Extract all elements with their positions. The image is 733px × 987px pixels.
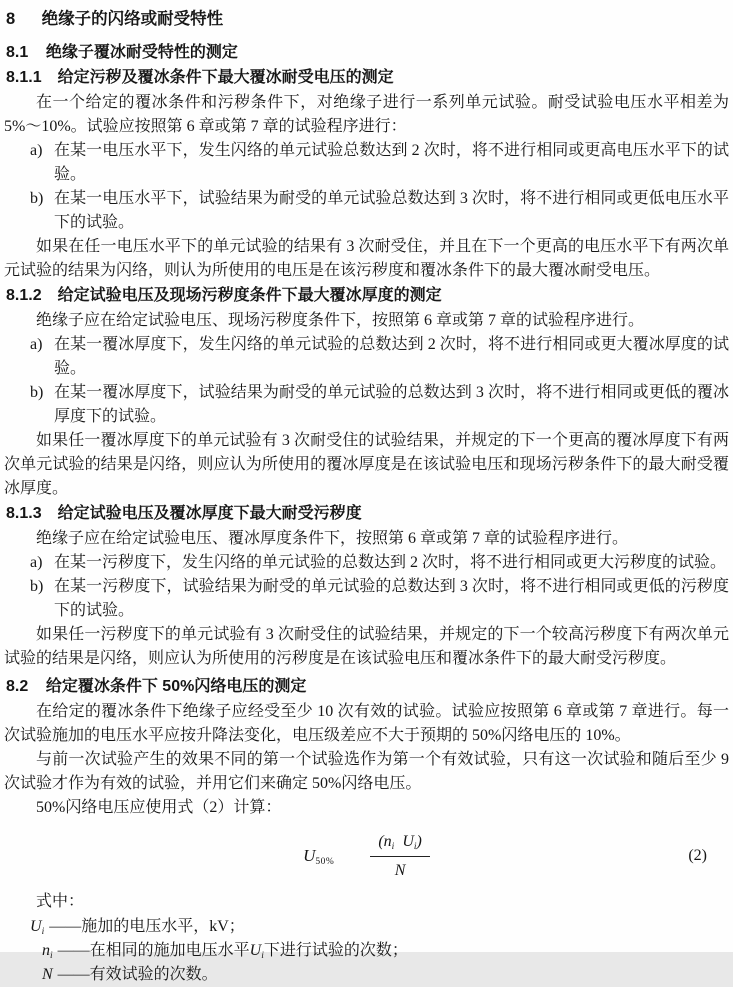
clause-8-1-2-intro: 绝缘子应在给定试验电压、现场污秽度条件下，按照第 6 章或第 7 章的试验程序进行。 [36,312,645,329]
section-8-2-paragraph-3: 50%闪络电压应使用式（2）计算： [36,799,282,816]
item-text: 在某一覆冰厚度下，试验结果为耐受的单元试验的总数达到 3 次时，将不进行相同或更低的覆冰厚度下的试验。 [54,384,729,425]
symbol-definition-ui [4,915,729,939]
numerator-close-paren: ) [416,832,422,850]
clause-8-1-1-heading [6,66,729,90]
chapter-title: 绝缘子的闪络或耐受特性 [41,10,224,28]
clause-8-1-2-heading [6,284,729,308]
symbol-subscript: i [41,927,45,937]
formula-lhs-symbol: U [303,846,316,865]
clause-8-1-1-item-a [4,139,729,187]
clause-8-1-2-item-a [4,333,729,381]
symbol-base: U [249,942,262,959]
numerator-subscript-i: i [413,841,417,852]
symbol-ni [42,942,53,959]
definition-text-post: 下进行试验的次数； [263,942,408,959]
clause-8-1-3-item-a [4,551,729,575]
equation-2 [4,829,729,883]
formula-fraction [370,830,430,883]
symbol-base: U [30,918,42,935]
clause-8-1-1-intro: 在一个给定的覆冰条件和污秽条件下，对绝缘子进行一系列单元试验。耐受试验电压水平相差为 5%～10%。试验应按照第 6 章或第 7 章的试验程序进行： [4,94,729,135]
section-title: 给定覆冰条件下 50%闪络电压的测定 [45,678,307,695]
symbol-n [42,966,53,983]
definition-text-pre: ——在相同的施加电压水平 [57,942,250,959]
chapter-number: 8 [6,10,16,28]
item-text: 在某一电压水平下，发生闪络的单元试验总数达到 2 次时，将不进行相同或更高电压水平下的试验。 [54,142,729,183]
clause-8-1-2-conclusion: 如果任一覆冰厚度下的单元试验有 3 次耐受住的试验结果，并规定的下一个更高的覆冰厚度下有两次单元试验的结果是闪络，则应认为所使用的覆冰厚度是在该试验电压和现场污秽条件下的最大耐受覆冰厚度。 [4,432,729,497]
clause-title: 给定试验电压及现场污秽度条件下最大覆冰厚度的测定 [57,287,442,304]
section-number: 8.1 [6,44,29,61]
clause-title: 给定试验电压及覆冰厚度下最大耐受污秽度 [57,505,362,522]
section-8-2-paragraph-2: 与前一次试验产生的效果不同的第一个试验选作为第一个有效试验，只有这一次试验和随后至少 9 次试验才作为有效的试验，并用它们来确定 50%闪络电压。 [4,751,729,792]
item-label-a: a) [30,554,43,571]
numerator-term-u: U [394,832,414,850]
item-text: 在某一污秽度下，发生闪络的单元试验的总数达到 2 次时，将不进行相同或更大污秽度的试验。 [54,554,727,571]
symbol-subscript: i [261,951,264,961]
section-8-1-heading [6,41,729,65]
clause-8-1-3-intro: 绝缘子应在给定试验电压、覆冰厚度条件下，按照第 6 章或第 7 章的试验程序进行。 [36,530,629,547]
definition-text: ——有效试验的次数。 [57,966,218,983]
formula-lhs-subscript: 50% [315,857,335,867]
clause-8-1-3-item-b [4,575,729,623]
formula-denominator: N [394,861,406,879]
clause-8-1-3-heading [6,502,729,526]
formula-numerator [370,830,430,857]
clause-title: 给定污秽及覆冰条件下最大覆冰耐受电压的测定 [57,69,394,86]
item-label-a: a) [30,336,43,353]
section-number: 8.2 [6,678,29,695]
section-8-2-heading [6,675,729,699]
definition-text: ——施加的电压水平，kV； [49,918,245,935]
clause-8-1-3-conclusion: 如果任一污秽度下的单元试验有 3 次耐受住的试验结果，并规定的下一个较高污秽度下有两次单元试验的结果是闪络，则应认为所使用的污秽度是在该试验电压和覆冰条件下的最大耐受污秽度。 [4,626,729,667]
item-label-b: b) [30,190,44,207]
symbol-base: N [42,966,53,983]
clause-number: 8.1.3 [6,505,42,522]
item-label-b: b) [30,578,44,595]
formula-lhs [303,844,334,868]
item-text: 在某一覆冰厚度下，发生闪络的单元试验的总数达到 2 次时，将不进行相同或更大覆冰厚度的试验。 [54,336,729,377]
item-label-a: a) [30,142,43,159]
item-text: 在某一污秽度下，试验结果为耐受的单元试验的总数达到 3 次时，将不进行相同或更低的污秽度下的试验。 [54,578,729,619]
clause-8-1-1-item-b [4,187,729,235]
item-label-b: b) [30,384,44,401]
numerator-subscript-i: i [391,841,395,852]
symbol-ui [30,918,44,935]
clause-8-1-1-conclusion: 如果在任一电压水平下的单元试验的结果有 3 次耐受住，并且在下一个更高的电压水平下有两次单元试验的结果为闪络，则认为所使用的电压是在该污秽度和覆冰条件下的最大覆冰耐受电压。 [4,238,729,279]
section-8-2-paragraph-1: 在给定的覆冰条件下绝缘子应经受至少 10 次有效的试验。试验应按照第 6 章或第 7 章进行。每一次试验施加的电压水平应按升降法变化，电压级差应不大于预期的 50%闪络电压的 10%。 [4,703,729,744]
symbol-base: n [42,942,50,959]
clause-number: 8.1.1 [6,69,42,86]
symbol-definition-n [4,963,729,987]
where-label: 式中： [36,893,85,910]
equation-number: (2) [688,847,707,864]
symbol-subscript: i [50,951,53,961]
clause-number: 8.1.2 [6,287,42,304]
clause-8-1-2-item-b [4,381,729,429]
section-title: 绝缘子覆冰耐受特性的测定 [45,44,238,61]
item-text: 在某一电压水平下，试验结果为耐受的单元试验总数达到 3 次时，将不进行相同或更低电压水平下的试验。 [54,190,729,231]
numerator-term-n: (n [378,832,392,850]
chapter-8-heading [6,7,729,31]
inline-symbol-ui [250,942,264,959]
symbol-definition-ni [4,939,729,963]
